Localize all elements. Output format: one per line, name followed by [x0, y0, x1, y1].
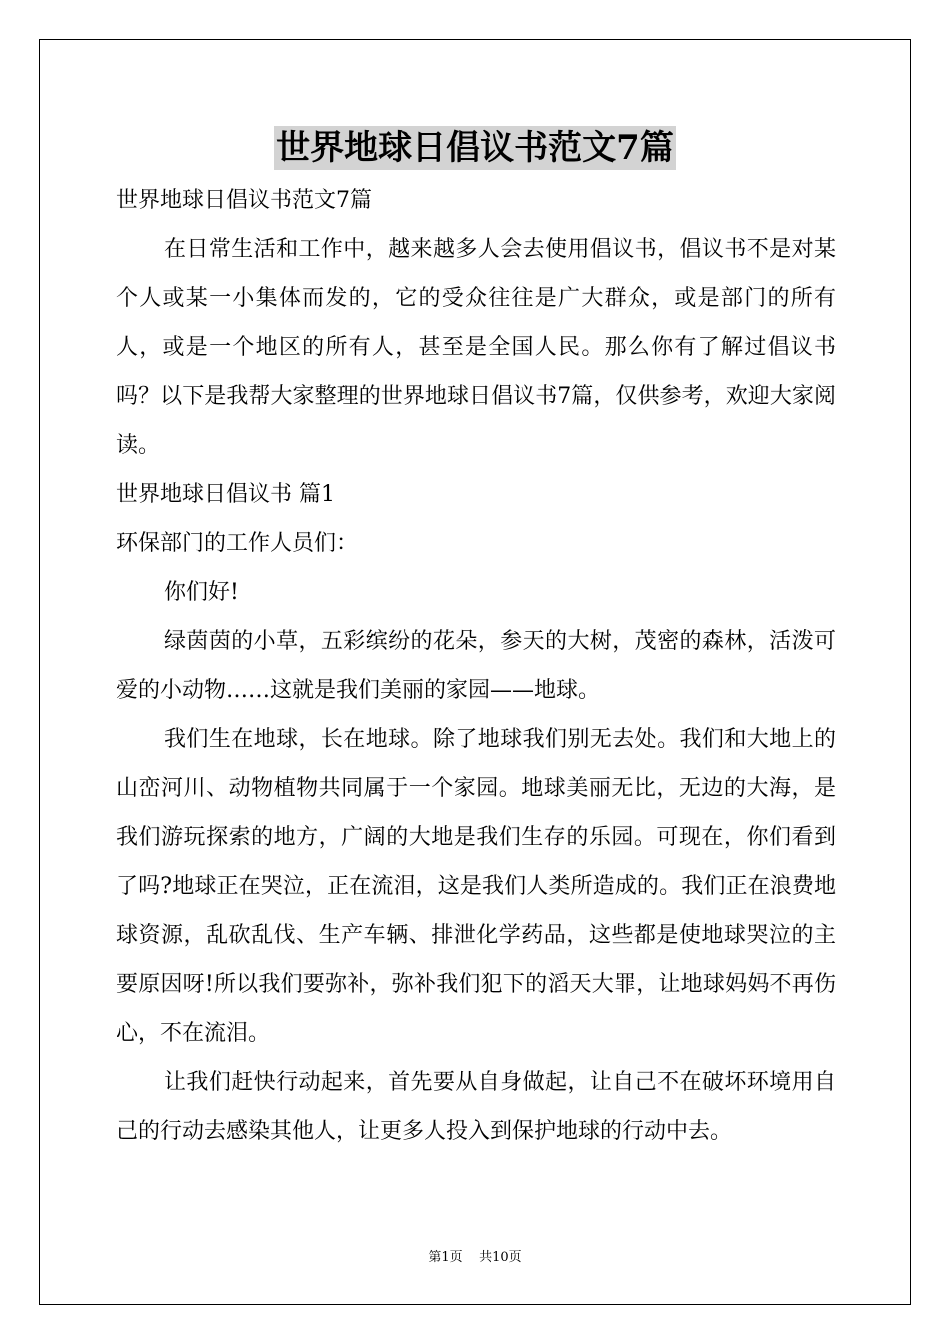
body-paragraph: 绿茵茵的小草，五彩缤纷的花朵，参天的大树，茂密的森林，活泼可爱的小动物……这就是我们美丽的家园——地球。 — [116, 629, 836, 703]
subtitle-line: 世界地球日倡议书范文7篇 — [116, 188, 372, 213]
page-number: 第1页 — [428, 1250, 463, 1265]
intro-paragraph: 在日常生活和工作中，越来越多人会去使用倡议书，倡议书不是对某个人或某一小集体而发的，它的受众往往是广大群众，或是部门的所有人，或是一个地区的所有人，甚至是全国人民。那么你有了解过倡议书吗？以下是我帮大家整理的世界地球日倡议书7篇，仅供参考，欢迎大家阅读。 — [116, 237, 836, 458]
body-paragraph: 我们生在地球，长在地球。除了地球我们别无去处。我们和大地上的山峦河川、动物植物共同属于一个家园。地球美丽无比，无边的大海，是我们游玩探索的地方，广阔的大地是我们生存的乐园。可现在，你们看到了吗?地球正在哭泣，正在流泪，这是我们人类所造成的。我们正在浪费地球资源，乱砍乱伐、生产车辆、排泄化学药品，这些都是使地球哭泣的主要原因呀!所以我们要弥补，弥补我们犯下的滔天大罪，让地球妈妈不再伤心，不在流泪。 — [116, 727, 836, 1046]
greeting: 你们好! — [164, 580, 239, 605]
body-paragraph: 让我们赶快行动起来，首先要从自身做起，让自己不在破坏环境用自己的行动去感染其他人，让更多人投入到保护地球的行动中去。 — [116, 1070, 836, 1144]
salutation: 环保部门的工作人员们： — [116, 531, 359, 556]
section-heading: 世界地球日倡议书 篇1 — [116, 482, 335, 507]
page-footer — [0, 1246, 950, 1265]
document-title: 世界地球日倡议书范文7篇 — [276, 128, 674, 168]
page-total: 共10页 — [479, 1250, 522, 1265]
title-wrap — [0, 126, 950, 170]
document-body — [116, 176, 836, 1156]
